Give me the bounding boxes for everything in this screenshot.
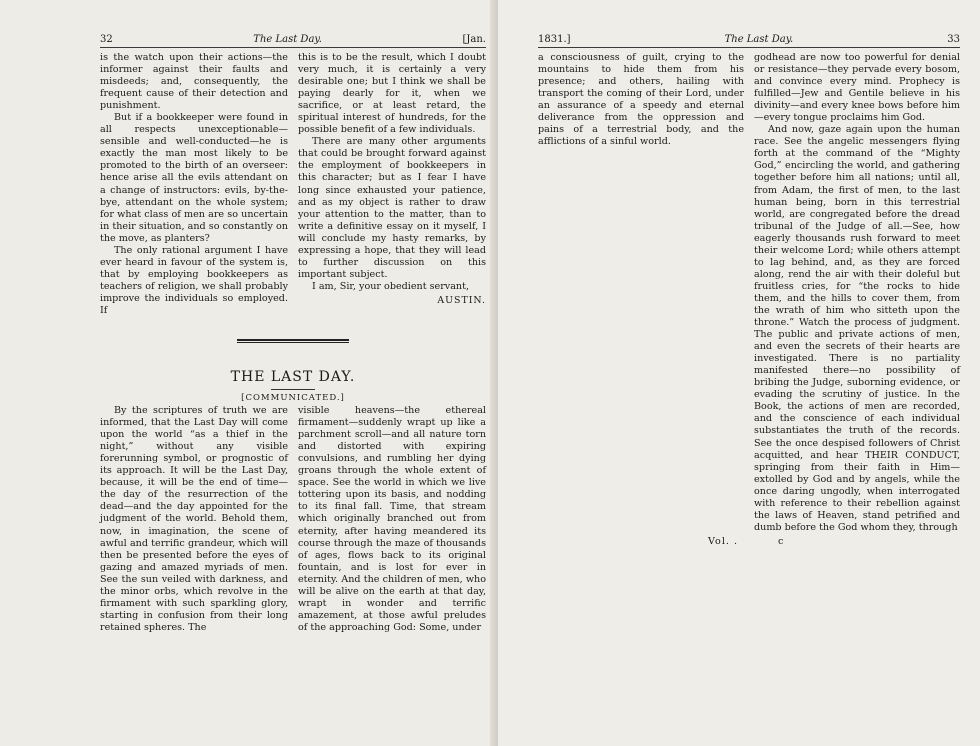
- paragraph: visible heavens—the ethereal firmament—suddenly wrapt up like a parchment scroll—and all nature torn and distorted with expiring convulsions, and rumbling her dying groans through the whole extent of space. See the world in which we live tottering upon its basis, and nodding to its final fall. Time, that stream which originally branched out from eternity, after having meandered its course through the maze of thousands of ages, flows back to its original fountain, and is lost for ever in eternity. And the children of men, who will be alive on the earth at that day, wrapt in wonder and terrific amazement, at those awful preludes of the approaching God: Some, under: [298, 405, 486, 633]
- page-footer: [538, 536, 960, 547]
- left-page-number: 32: [100, 34, 113, 45]
- article-title: THE LAST DAY.: [230, 369, 356, 386]
- paragraph: this is to be the result, which I doubt very much, it is certainly a very desirable one; but I think we shall be paying dearly for it, when we sacrifice, or at least retard, the spiritual interest of hundreds, for the possible benefit of a few individuals.: [298, 52, 486, 136]
- paragraph: And now, gaze again upon the human race. See the angelic messengers flying forth at the command of the “Mighty God,” encircling the world, and gathering together before him all nations; until all, from Adam, the first of men, to the last human being, born in this terrestrial world, are congregated before the dread tribunal of the Judge of all.—See, how eagerly thousands rush forward to meet their welcome Lord; while others attempt to lag behind, and, as they are forced along, rend the air with their doleful but fruitless cries, for “the rocks to hide them, and the hills to cover them, from the wrath of him who sitteth upon the throne.” Watch the process of judgment. The public and private actions of men, and even the secrets of their hearts are investigated. There is no partiality manifested there—no possibility of bribing the Judge, suborning evidence, or evading the scrutiny of justice. In the Book, the actions of men are recorded, and the conscience of each individual substantiates the truth of the records. See the once despised followers of Christ acquitted, and hear THEIR CONDUCT, springing from their faith in Him—extolled by God and by angels, while the once daring ungodly, when interrogated with reference to their rebellion against the laws of Heaven, stand petrified and dumb before the God whom they, through: [754, 124, 960, 533]
- right-running-title: The Last Day.: [724, 34, 794, 45]
- left-running-head: [100, 34, 486, 48]
- left-running-title: The Last Day.: [253, 34, 322, 45]
- right-date: 1831.]: [538, 34, 571, 45]
- paragraph: godhead are now too powerful for denial or resistance—they pervade every bosom, and convince every mind. Prophecy is fulfilled—Jew and Gentile believe in his divinity—and every knee bows before him—every tongue proclaims him God.: [754, 52, 960, 124]
- volume-marker: Vol. .: [708, 535, 739, 547]
- signature: AUSTIN.: [437, 294, 486, 306]
- left-date: [Jan.: [462, 34, 486, 45]
- letter-column-2: [298, 52, 486, 317]
- right-page-number: 33: [947, 34, 960, 45]
- title-rule: [271, 389, 315, 390]
- paragraph: By the scriptures of truth we are informed, that the Last Day will come upon the world “as a thief in the night,” without any visible forerunning symbol, or prognostic of its approach. It will be the Last Day, because, it will be the end of time—the day of the resurrection of the dead—and the day appointed for the judgment of the world. Behold them, now, in imagination, the scene of awful and terrific grandeur, which will then be presented before the eyes of gazing and amazed myriads of men. See the sun veiled with darkness, and the minor orbs, which revolve in the firmament with such sparkling glory, starting in confusion from their long retained spheres. The: [100, 405, 288, 633]
- closing: I am, Sir, your obedient servant,: [312, 280, 470, 292]
- paragraph: is the watch upon their actions—the informer against their faults and misdeeds; and, consequently, the frequent cause of their detection and punishment.: [100, 52, 288, 112]
- article-column-2: [298, 405, 486, 634]
- right-running-head: [538, 34, 960, 48]
- article-column-1: [100, 405, 288, 634]
- section-divider: [237, 339, 349, 343]
- right-column-2: [754, 52, 960, 534]
- right-columns: [538, 52, 960, 534]
- letter-columns: [100, 52, 486, 317]
- paragraph: a consciousness of guilt, crying to the mountains to hide them from his presence; and others, hailing with transport the coming of their Lord, under an assurance of a speedy and eternal deliverance from the oppression and pains of a terrestrial body, and the afflictions of a sinful world.: [538, 52, 744, 148]
- letter-column-1: [100, 52, 288, 317]
- signature-mark: c: [778, 535, 785, 547]
- communicated-note: [COMMUNICATED.]: [241, 393, 345, 404]
- right-column-1: [538, 52, 744, 534]
- paragraph: But if a bookkeeper were found in all respects unexceptionable—sensible and well-conducted—he is exactly the man most likely to be promoted to the birth of an overseer: hence arise all the evils attendant on a change of instructors: evils, by-the-bye, attendant on the whole system; for what class of men are so uncertain in their situation, and so constantly on the move, as planters?: [100, 112, 288, 244]
- right-page: [498, 0, 980, 746]
- article-columns: [100, 405, 486, 634]
- paragraph: There are many other arguments that could be brought forward against the employment of bookkeepers in this character; but as I fear I have long since exhausted your patience, and as my object is rather to draw your attention to the matter, than to write a definitive essay on it myself, I will conclude my hasty remarks, by expressing a hope, that they will lead to further discussion on this important subject.: [298, 136, 486, 280]
- paragraph: The only rational argument I have ever heard in favour of the system is, that by employing bookkeepers as teachers of religion, we shall probably improve the individuals so employed. If: [100, 244, 288, 316]
